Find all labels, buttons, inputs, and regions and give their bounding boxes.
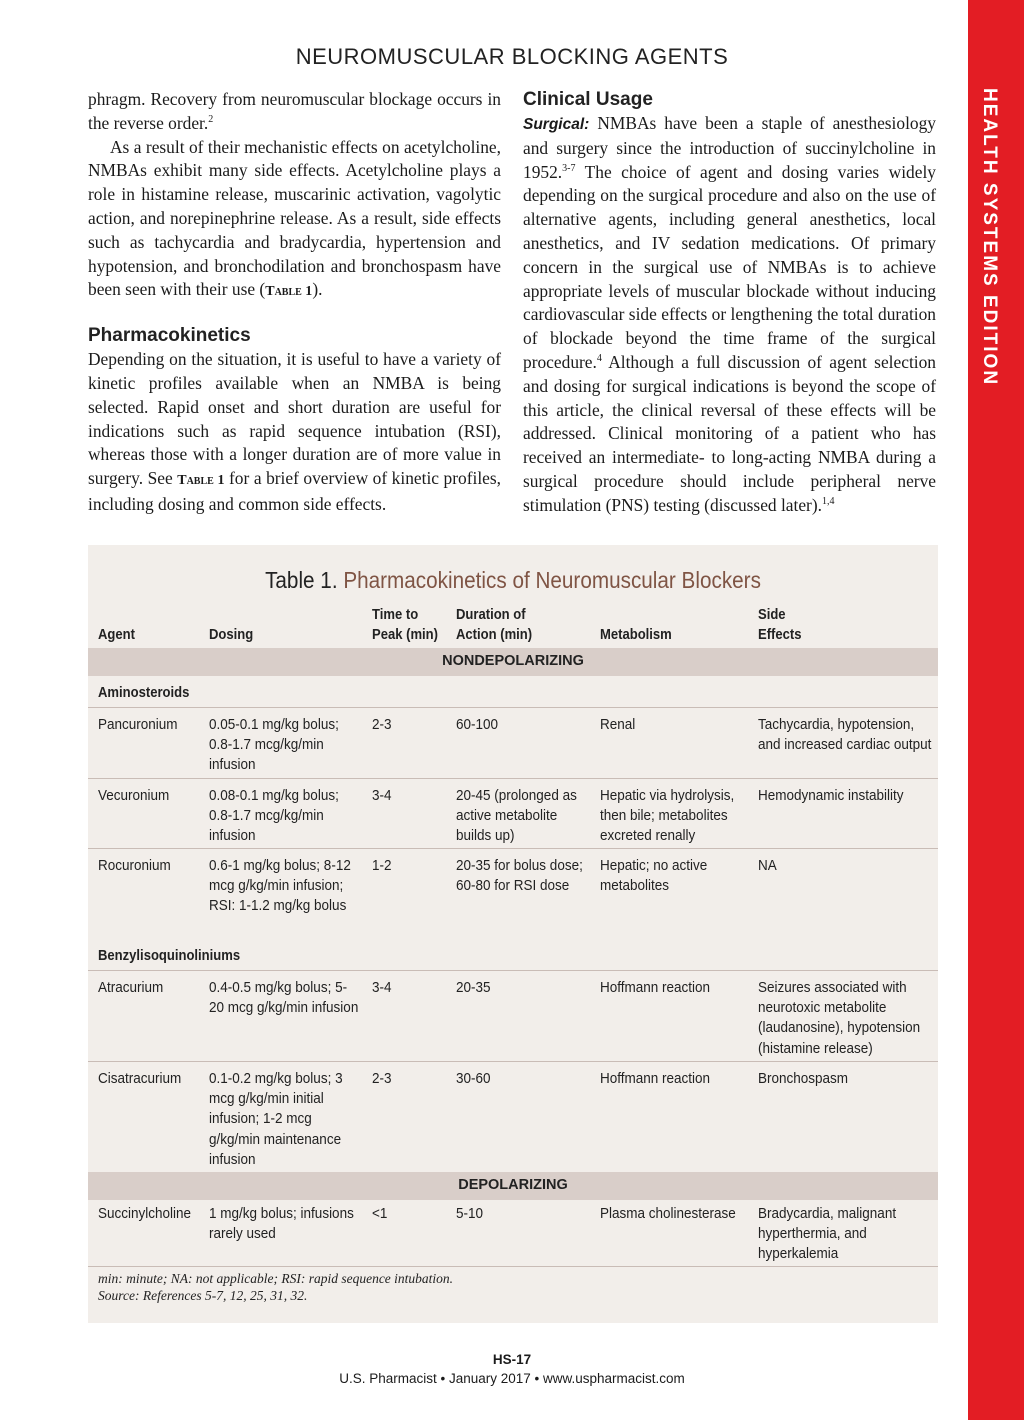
header-line: Effects	[758, 627, 802, 643]
section-heading: Clinical Usage	[523, 89, 653, 110]
cell-metabolism: Hepatic; no active metabolites	[600, 857, 708, 895]
cell-dosing: 0.4-0.5 mg/kg bolus; 5-20 mcg g/kg/min infusion	[209, 979, 359, 1017]
cell-side-effects: Tachycardia, hypotension, and increased cardiac output	[758, 716, 932, 754]
footnote-abbreviations: min: minute; NA: not applicable; RSI: rapid sequence intubation.	[98, 1271, 454, 1286]
cell-agent: Pancuronium	[98, 716, 178, 733]
paragraph-text: As a result of their mechanistic effects on acetylcholine, NMBAs exhibit many side effects. Acetylcholine plays a role in histamine release, muscarinic activation, vagolytic action, and norepinephrine release. As a result, side effects such as tachycardia and bradycardia, hypertension and hypotension, and bronchodilation and bronchospasm have been seen with their use (	[88, 136, 501, 300]
paragraph	[88, 88, 501, 136]
cell-dosing: 0.05-0.1 mg/kg bolus; 0.8-1.7 mcg/kg/min infusion	[209, 716, 339, 774]
row-divider	[88, 848, 938, 849]
paragraph	[88, 136, 501, 305]
running-header: NEUROMUSCULAR BLOCKING AGENTS	[295, 44, 729, 69]
cell-agent: Vecuronium	[98, 787, 170, 804]
cell-agent: Cisatracurium	[98, 1070, 182, 1087]
cell-metabolism: Hepatic via hydrolysis, then bile; metabolites excreted renally	[600, 787, 735, 845]
cell-dosing: 0.6-1 mg/kg bolus; 8-12 mcg g/kg/min infusion; RSI: 1-1.2 mg/kg bolus	[209, 857, 351, 915]
cell-metabolism: Hoffmann reaction	[600, 979, 711, 996]
paragraph	[523, 112, 936, 518]
cell-side-effects: Seizures associated with neurotoxic metabolite (laudanosine), hypotension (histamine release)	[758, 979, 921, 1057]
paragraph-text: ).	[312, 279, 323, 300]
paragraph-text: phragm. Recovery from neuromuscular blockage occurs in the reverse order.	[88, 89, 501, 133]
table-number: Table 1.	[265, 567, 338, 593]
cell-agent: Rocuronium	[98, 857, 171, 874]
citation: 4	[596, 353, 602, 365]
header-line: Action (min)	[456, 627, 533, 643]
cell-metabolism: Renal	[600, 716, 636, 733]
paragraph-text: for a brief overview of kinetic profiles, including dosing and common side effects.	[88, 468, 501, 514]
citation: 1,4	[822, 495, 835, 507]
cell-side-effects: Bradycardia, malignant hyperthermia, and hyperkalemia	[758, 1205, 897, 1263]
edition-label: HEALTH SYSTEMS EDITION	[979, 88, 1000, 387]
column-header-side-effects	[758, 605, 802, 645]
cell-dosing: 0.1-0.2 mg/kg bolus; 3 mcg g/kg/min initial infusion; 1-2 mcg g/kg/min maintenance infusion	[209, 1070, 343, 1168]
group-label-aminosteroids: Aminosteroids	[98, 685, 190, 701]
subheading: Surgical:	[523, 116, 590, 133]
cell-peak: 1-2	[372, 857, 392, 874]
cell-peak: 2-3	[372, 716, 392, 733]
header-line: Duration of	[456, 607, 526, 623]
cell-side-effects: Bronchospasm	[758, 1070, 849, 1087]
paragraph-text: NMBAs have been a staple of anesthesiology and surgery since the introduction of succinylcholine in 1952.	[523, 113, 936, 182]
cell-side-effects: Hemodynamic instability	[758, 787, 904, 804]
cell-duration: 30-60	[456, 1070, 491, 1087]
cell-duration: 20-45 (prolonged as active metabolite builds up)	[456, 787, 577, 845]
section-heading: Pharmacokinetics	[88, 325, 251, 347]
cell-peak: <1	[372, 1205, 388, 1222]
paragraph-text: Although a full discussion of agent selection and dosing for surgical indications is beyond the scope of this article, the clinical reversal of these effects will be addressed. Clinical monitoring of a patient who has received an intermediate- to long-acting NMBA during a surgical procedure should include peripheral nerve stimulation (PNS) testing (discussed later).	[523, 351, 936, 515]
header-line: Time to	[372, 607, 419, 623]
column-header-metabolism: Metabolism	[600, 627, 672, 643]
cell-metabolism: Hoffmann reaction	[600, 1070, 711, 1087]
row-divider	[88, 707, 938, 708]
paragraph	[88, 348, 501, 517]
cell-duration: 5-10	[456, 1205, 484, 1222]
section-band-label: NONDEPOLARIZING	[442, 653, 584, 669]
cell-peak: 3-4	[372, 979, 392, 996]
cell-dosing: 0.08-0.1 mg/kg bolus; 0.8-1.7 mcg/kg/min infusion	[209, 787, 339, 845]
pharmacokinetics-table	[88, 545, 938, 1323]
cell-dosing: 1 mg/kg bolus; infusions rarely used	[209, 1205, 354, 1243]
cell-side-effects: NA	[758, 857, 777, 874]
paragraph-text: The choice of agent and dosing varies widely depending on the surgical procedure and also on the use of alternative agents, including general anesthetics, local anesthetics, and IV sedation medications. Of primary concern in the surgical use of NMBAs is to achieve appropriate levels of muscular blockade without inducing cardiovascular side effects or lengthening the total duration of blockade beyond the time frame of the surgical procedure.	[523, 161, 936, 372]
group-label-benzylisoquinoliniums: Benzylisoquinoliniums	[98, 948, 241, 964]
right-column	[523, 88, 936, 518]
row-divider	[88, 778, 938, 779]
column-header-agent: Agent	[98, 627, 135, 643]
cell-duration: 60-100	[456, 716, 499, 733]
section-band-depolarizing	[88, 1172, 938, 1200]
row-divider	[88, 1266, 938, 1267]
column-header-dosing: Dosing	[209, 627, 254, 643]
citation: 2	[208, 114, 214, 125]
cell-duration: 20-35	[456, 979, 491, 996]
paragraph-text: Depending on the situation, it is useful to have a variety of kinetic profiles available when an NMBA is being selected. Rapid onset and short duration are useful for indications such as rapid sequence intubation (RSI), whereas those with a longer duration are of more value in surgery. See	[88, 349, 501, 489]
footnote-source: Source: References 5-7, 12, 25, 31, 32.	[98, 1288, 308, 1303]
header-line: Peak (min)	[372, 627, 439, 643]
cell-peak: 2-3	[372, 1070, 392, 1087]
cell-peak: 3-4	[372, 787, 392, 804]
cell-agent: Succinylcholine	[98, 1205, 192, 1222]
cell-metabolism: Plasma cholinesterase	[600, 1205, 736, 1222]
page-number: HS-17	[492, 1352, 532, 1367]
table-reference: Table 1	[265, 284, 313, 300]
left-column	[88, 88, 501, 517]
row-divider	[88, 970, 938, 971]
table-title	[131, 567, 896, 594]
column-header-duration	[456, 605, 532, 645]
column-header-peak	[372, 605, 438, 645]
publication-credit: U.S. Pharmacist • January 2017 • www.uspharmacist.com	[339, 1371, 685, 1386]
table-reference: Table 1	[177, 473, 225, 489]
table-name: Pharmacokinetics of Neuromuscular Blockers	[343, 567, 761, 593]
row-divider	[88, 1061, 938, 1062]
header-line: Side	[758, 607, 786, 623]
citation: 3-7	[562, 162, 576, 174]
table-footnote	[98, 1270, 453, 1304]
section-band-label: DEPOLARIZING	[458, 1177, 568, 1193]
cell-duration: 20-35 for bolus dose; 60-80 for RSI dose	[456, 857, 583, 895]
cell-agent: Atracurium	[98, 979, 164, 996]
section-band-nondepolarizing	[88, 648, 938, 676]
